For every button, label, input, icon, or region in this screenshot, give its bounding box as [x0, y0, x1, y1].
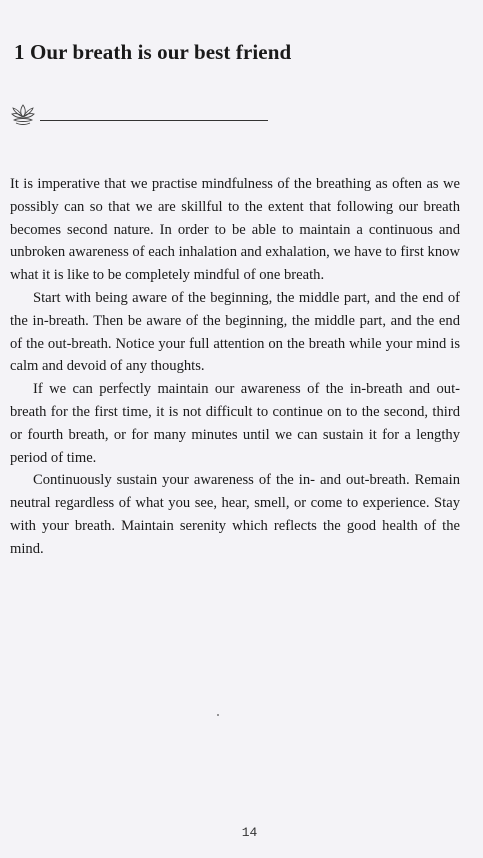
chapter-body [10, 173, 460, 561]
page-number: 14 [241, 825, 258, 840]
chapter-ornament [8, 101, 268, 129]
print-speck [217, 714, 219, 716]
lotus-icon [8, 101, 38, 129]
paragraph-1: It is imperative that we practise mindfulness of the breathing as often as we possibly can so that we are skillful to the extent that following our breath becomes second nature. In order to be able to maintain a continuous and unbroken awareness of each inhalation and exhalation, we have to first know what it is like to be completely mindful of one breath. [10, 176, 460, 284]
paragraph-4: Continuously sustain your awareness of the in- and out-breath. Remain neutral regardless of what you see, hear, smell, or come to experience. Stay with your breath. Maintain serenity which reflects the good health of the mind. [10, 472, 460, 557]
chapter-title: 1 Our breath is our best friend [14, 40, 292, 64]
paragraph-3: If we can perfectly maintain our awareness of the in-breath and out-breath for the first time, it is not difficult to continue on to the second, third or fourth breath, or for many minutes until we can sustain it for a lengthy period of time. [10, 381, 460, 466]
ornament-rule [40, 120, 268, 121]
paragraph-2: Start with being aware of the beginning, the middle part, and the end of the in-breath. Then be aware of the beginning, the middle part, and the end of the out-breath. Notice your full attention on the breath while your mind is calm and devoid of any thoughts. [10, 289, 460, 375]
